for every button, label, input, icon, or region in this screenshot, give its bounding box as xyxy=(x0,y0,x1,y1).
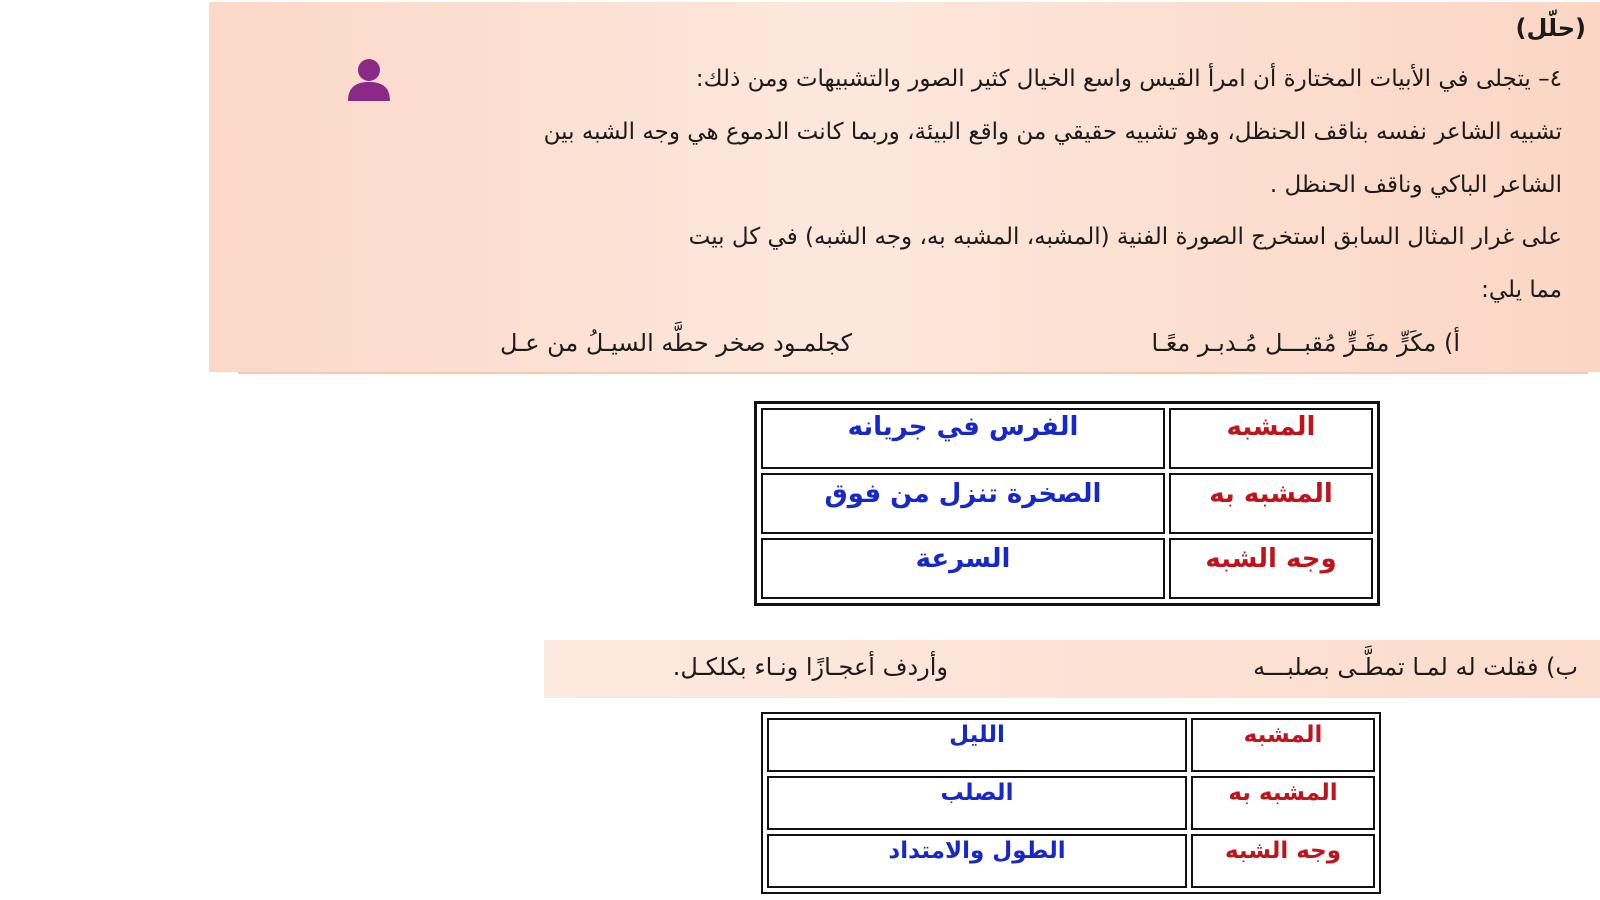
question-line-4: على غرار المثال السابق استخرج الصورة الفنية (المشبه، المشبه به، وجه الشبه) في كل بيت xyxy=(688,224,1562,250)
table-row xyxy=(761,408,1373,469)
question-line-1: ٤– يتجلى في الأبيات المختارة أن امرأ القيس واسع الخيال كثير الصور والتشبيهات ومن ذلك: xyxy=(695,66,1562,92)
table-a-value-cell: الصخرة تنزل من فوق xyxy=(761,473,1165,534)
table-row xyxy=(767,718,1375,772)
table-a-term-cell: المشبه xyxy=(1169,408,1373,469)
table-a-term-cell: المشبه به xyxy=(1169,473,1373,534)
person-icon xyxy=(346,57,392,103)
table-b-value-cell: الطول والامتداد xyxy=(767,834,1187,888)
table-b-term-cell: المشبه به xyxy=(1191,776,1375,830)
table-a-term-cell: وجه الشبه xyxy=(1169,538,1373,599)
table-row xyxy=(761,538,1373,599)
table-b-term-cell: وجه الشبه xyxy=(1191,834,1375,888)
table-b xyxy=(761,712,1381,894)
table-b-value-cell: الصلب xyxy=(767,776,1187,830)
verse-b-second-hemistich: وأردف أعجـازًا ونـاء بكلكـل. xyxy=(672,653,948,681)
table-b-value-cell: الليل xyxy=(767,718,1187,772)
question-line-5: مما يلي: xyxy=(1481,277,1562,303)
analyze-label: (حلّل) xyxy=(1515,14,1586,42)
table-a-value-cell: الفرس في جريانه xyxy=(761,408,1165,469)
table-row xyxy=(767,776,1375,830)
verse-a-second-hemistich: كجلمـود صخر حطَّه السيـلُ من عـل xyxy=(500,329,852,357)
table-a xyxy=(754,401,1380,606)
table-a-value-cell: السرعة xyxy=(761,538,1165,599)
table-row xyxy=(761,473,1373,534)
question-line-3: الشاعر الباكي وناقف الحنظل . xyxy=(1269,172,1562,198)
question-line-2: تشبيه الشاعر نفسه بناقف الحنظل، وهو تشبيه حقيقي من واقع البيئة، وربما كانت الدموع هي وجه الشبه بين xyxy=(543,119,1562,145)
panel-divider xyxy=(238,372,1588,374)
table-b-term-cell: المشبه xyxy=(1191,718,1375,772)
verse-b-first-hemistich: ب) فقلت له لمـا تمطَّـى بصلبـــه xyxy=(1253,653,1578,681)
table-row xyxy=(767,834,1375,888)
verse-a-first-hemistich: أ) مكَرٍّ مفَـرٍّ مُقبـــل مُـدبـر معًـا xyxy=(1151,329,1460,357)
